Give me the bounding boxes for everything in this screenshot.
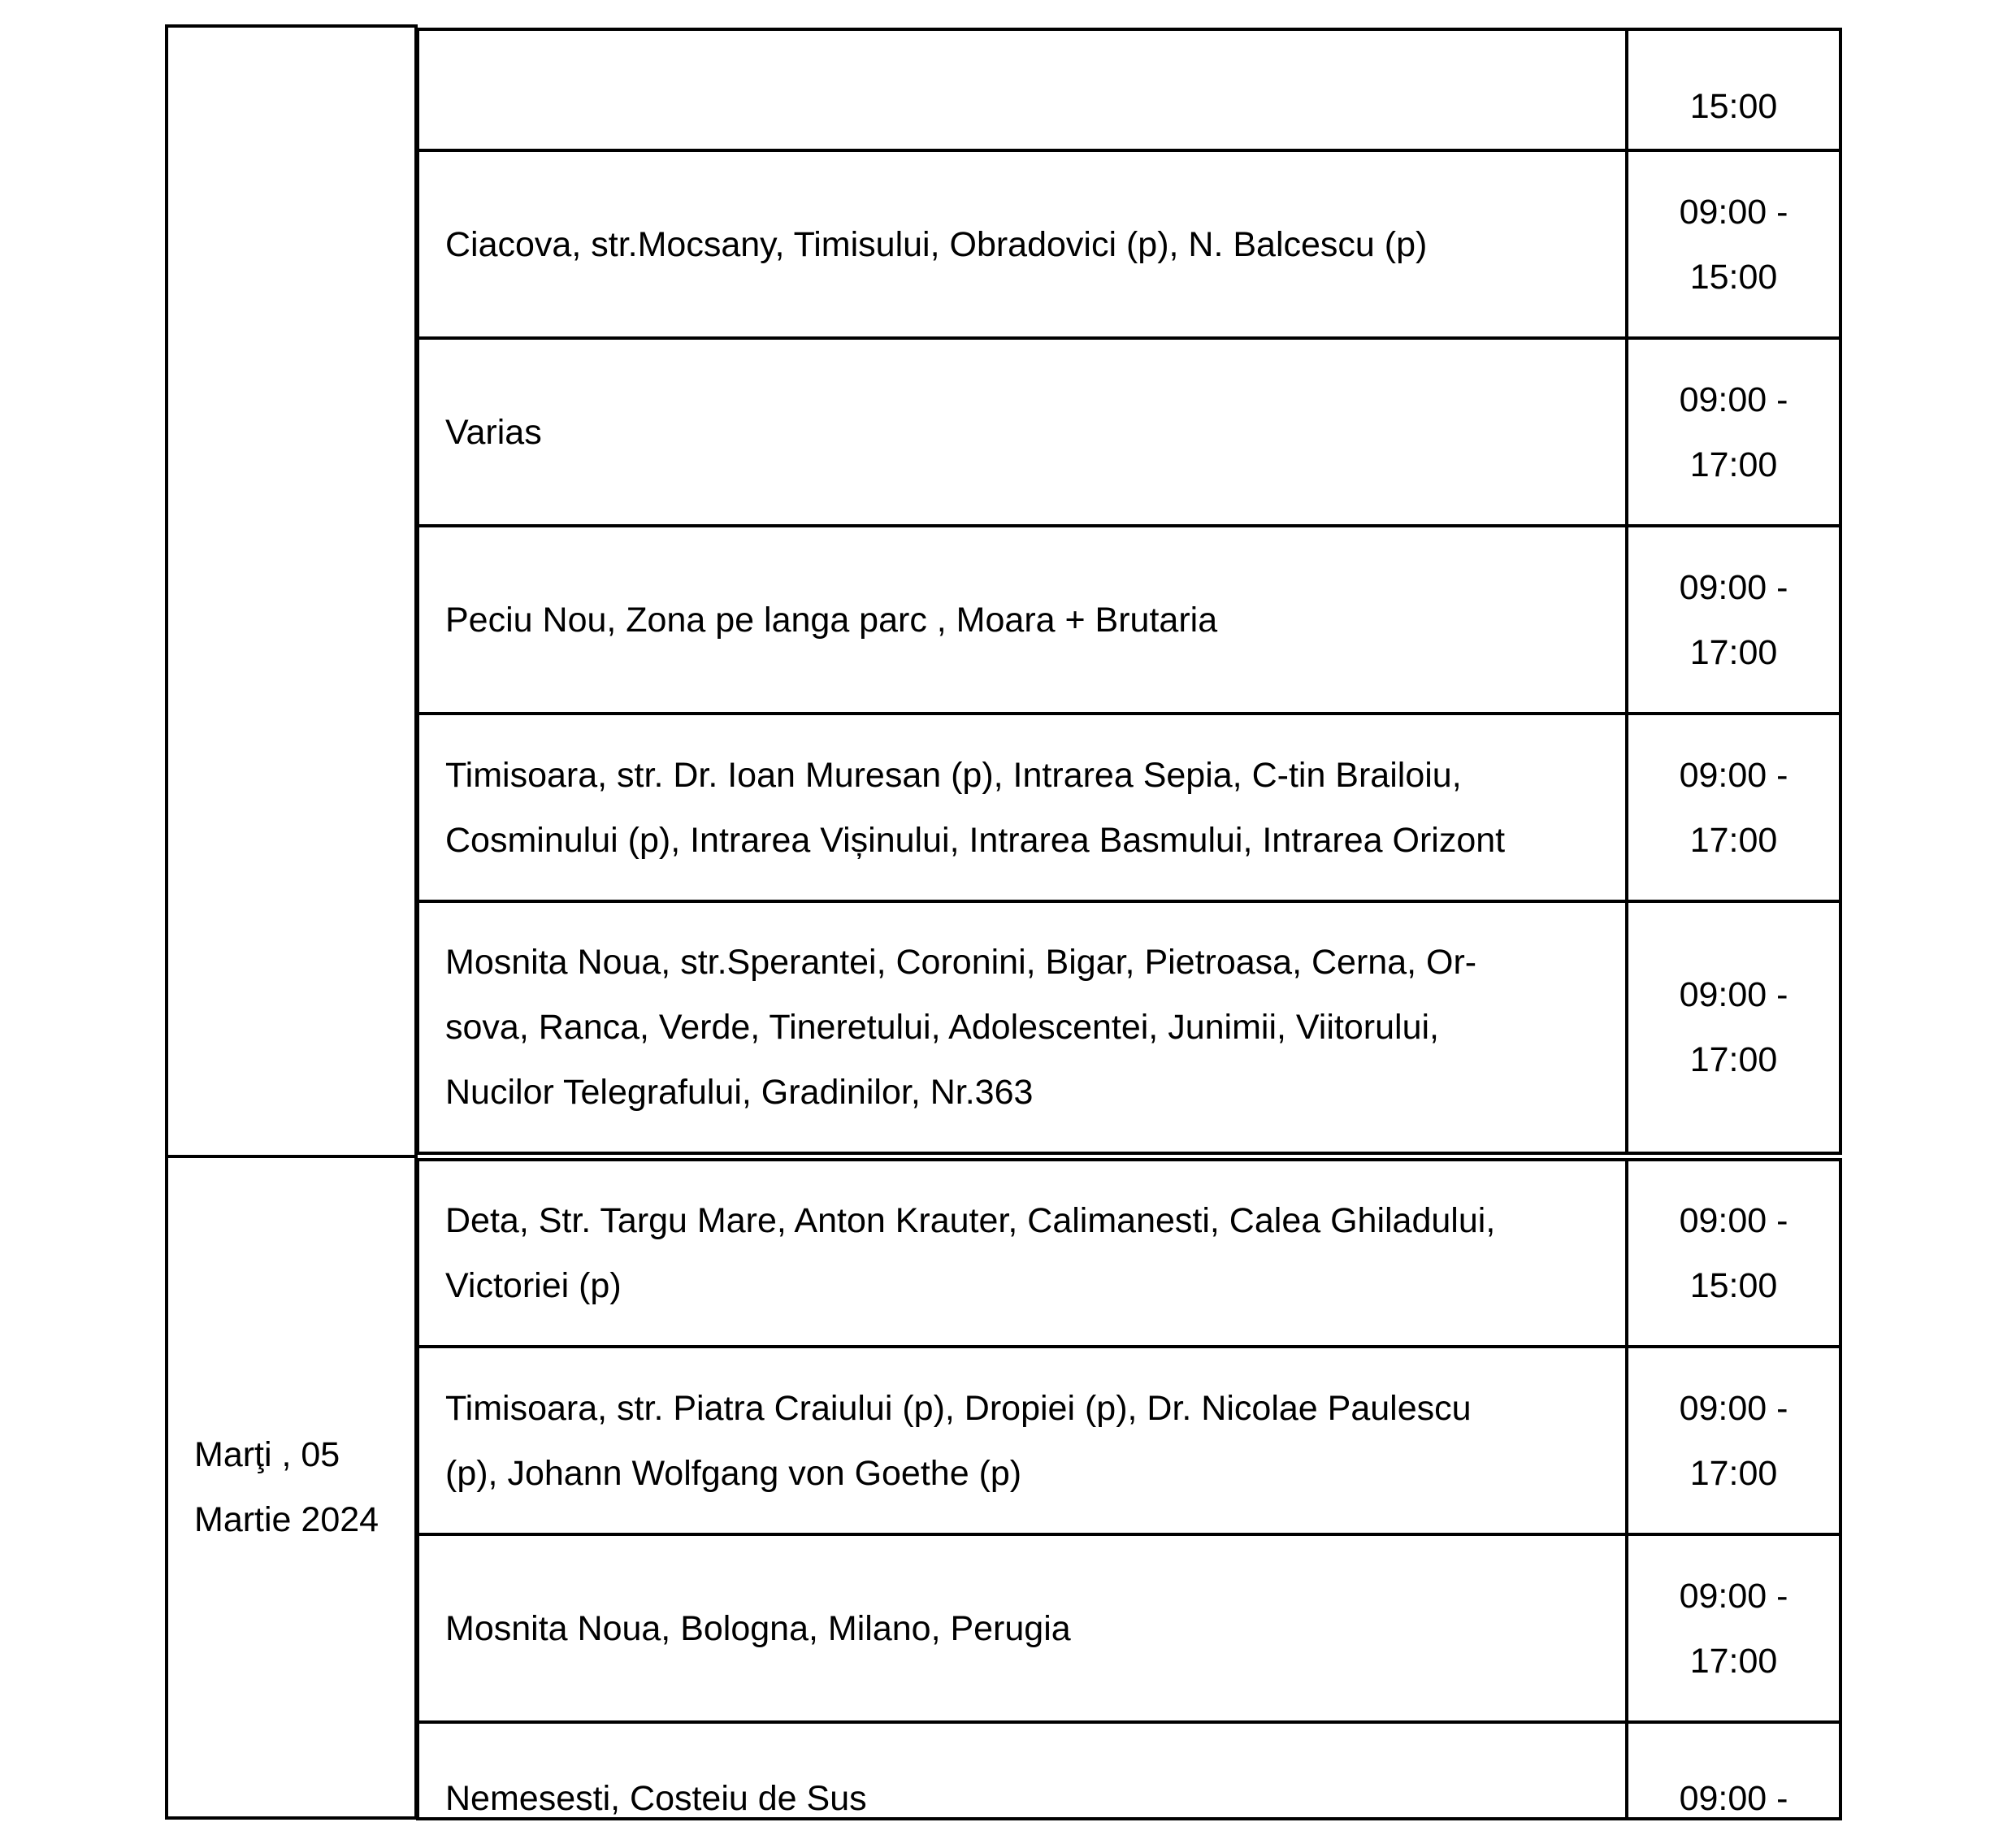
address-line: Peciu Nou, Zona pe langa parc , Moara + Brutaria xyxy=(445,600,1218,640)
address-cell-8 xyxy=(416,1345,1628,1536)
time-line: 17:00 xyxy=(1689,445,1778,484)
time-cell-8 xyxy=(1625,1345,1842,1536)
address-cell-2 xyxy=(416,149,1628,340)
time-cell-4 xyxy=(1625,524,1842,715)
address-cell-9 xyxy=(416,1533,1628,1724)
date-line-2: Martie 2024 xyxy=(194,1500,379,1539)
address-line: Mosnita Noua, Bologna, Milano, Perugia xyxy=(445,1608,1071,1648)
address-cell-10 xyxy=(416,1720,1628,1820)
address-line: Mosnita Noua, str.Sperantei, Coronini, Bigar, Pietroasa, Cerna, Or- xyxy=(445,943,1477,982)
time-line: 17:00 xyxy=(1689,1641,1778,1681)
address-line: Timisoara, str. Dr. Ioan Muresan (p), Intrarea Sepia, C-tin Brailoiu, xyxy=(445,755,1462,795)
address-line: Timisoara, str. Piatra Craiului (p), Dropiei (p), Dr. Nicolae Paulescu xyxy=(445,1388,1472,1428)
time-line: 09:00 - xyxy=(1679,567,1788,607)
time-cell-3 xyxy=(1625,336,1842,527)
time-cell-2 xyxy=(1625,149,1842,340)
address-line: Nucilor Telegrafului, Gradinilor, Nr.363 xyxy=(445,1073,1034,1112)
time-line: 17:00 xyxy=(1689,1040,1778,1079)
address-line: Cosminului (p), Intrarea Vișinului, Intrarea Basmului, Intrarea Orizont xyxy=(445,820,1506,860)
address-line: Nemesesti, Costeiu de Sus xyxy=(445,1779,867,1818)
address-line: (p), Johann Wolfgang von Goethe (p) xyxy=(445,1453,1022,1493)
time-line: 17:00 xyxy=(1689,820,1778,860)
time-line: 17:00 xyxy=(1689,1453,1778,1493)
time-line: 09:00 - xyxy=(1679,380,1788,419)
address-cell-6 xyxy=(416,900,1628,1155)
address-cell-5 xyxy=(416,712,1628,903)
time-line: 09:00 - xyxy=(1679,1779,1788,1818)
date-text xyxy=(168,1422,379,1552)
time-line: 15:00 xyxy=(1689,1266,1778,1305)
date-line-1: Marţi , 05 xyxy=(194,1435,340,1474)
time-line: 09:00 - xyxy=(1679,192,1788,232)
time-cell-10 xyxy=(1625,1720,1842,1820)
time-line: 15:00 xyxy=(1689,86,1778,126)
time-line: 09:00 - xyxy=(1679,1201,1788,1240)
address-line: Ciacova, str.Mocsany, Timisului, Obradovici (p), N. Balcescu (p) xyxy=(445,224,1428,264)
address-cell-3 xyxy=(416,336,1628,527)
address-cell-4 xyxy=(416,524,1628,715)
date-cell-2 xyxy=(165,1155,418,1820)
address-cell-1 xyxy=(416,28,1628,152)
address-cell-7 xyxy=(416,1158,1628,1348)
address-line: Victoriei (p) xyxy=(445,1266,622,1305)
date-cell-1 xyxy=(165,24,418,1158)
time-line: 15:00 xyxy=(1689,257,1778,297)
time-line: 09:00 - xyxy=(1679,975,1788,1014)
time-cell-9 xyxy=(1625,1533,1842,1724)
time-cell-7 xyxy=(1625,1158,1842,1348)
time-cell-6 xyxy=(1625,900,1842,1155)
time-line: 09:00 - xyxy=(1679,1388,1788,1428)
address-line: Varias xyxy=(445,412,542,452)
time-line: 09:00 - xyxy=(1679,1576,1788,1616)
time-cell-1 xyxy=(1625,28,1842,152)
time-line: 09:00 - xyxy=(1679,755,1788,795)
address-line: Deta, Str. Targu Mare, Anton Krauter, Calimanesti, Calea Ghiladului, xyxy=(445,1201,1496,1240)
time-line: 17:00 xyxy=(1689,632,1778,672)
address-line: sova, Ranca, Verde, Tineretului, Adolescentei, Junimii, Viitorului, xyxy=(445,1008,1439,1047)
time-cell-5 xyxy=(1625,712,1842,903)
